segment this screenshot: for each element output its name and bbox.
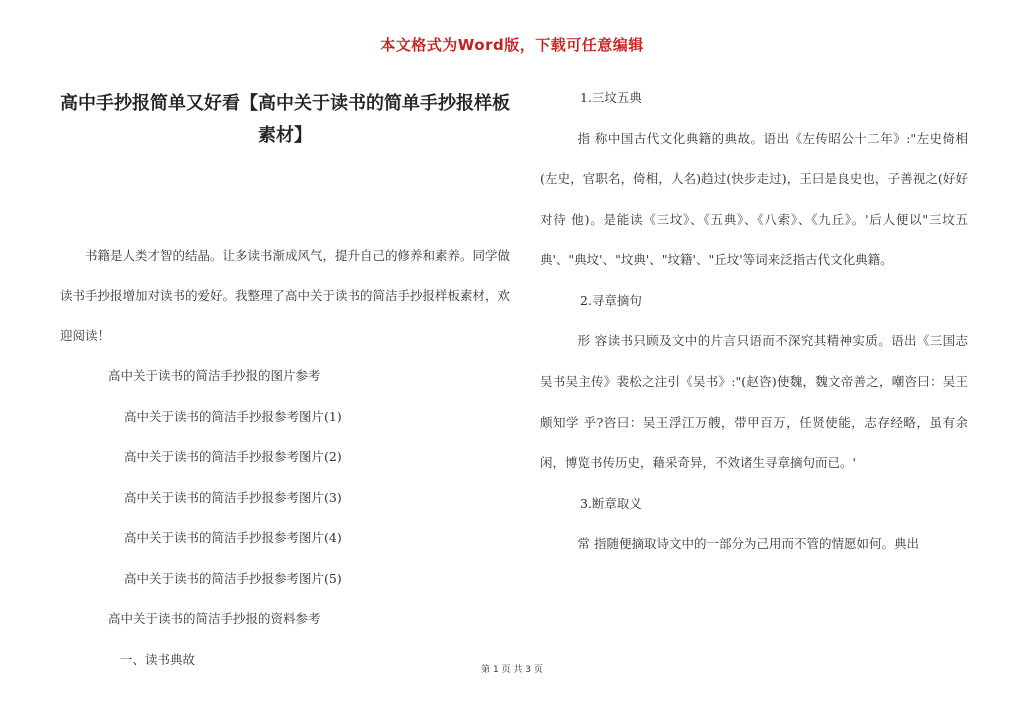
allusion-heading-2: 2.寻章摘句: [580, 292, 642, 308]
section-heading-reading-allusions: 一、读书典故: [120, 651, 196, 667]
left-column: [60, 88, 510, 680]
word-format-banner: 本文格式为Word版，下载可任意编辑: [380, 36, 644, 54]
document-title: 高中手抄报简单又好看【高中关于读书的简单手抄报样板素材】: [60, 93, 510, 146]
allusion-heading-1: 1.三坟五典: [580, 90, 642, 105]
picture-reference-item: 高中关于读书的简洁手抄报参考图片(3): [124, 489, 342, 505]
picture-reference-item: 高中关于读书的简洁手抄报参考图片(1): [124, 408, 342, 424]
intro-paragraph: 书籍是人类才智的结晶。让多读书渐成风气，提升自己的修养和素养。同学做读书手抄报增加对读书的爱好。我整理了高中关于读书的简洁手抄报样板素材，欢迎阅读！: [60, 248, 511, 343]
picture-reference-item: 高中关于读书的简洁手抄报参考图片(2): [124, 449, 342, 464]
left-body: [60, 236, 510, 680]
allusion-paragraph-1: 指 称中国古代文化典籍的典故。语出《左传昭公十二年》:"左史倚相(左史，官职名，倚相，人名)趋过(快步走过)，王曰是良史也，子善视之(好好对待 他)。是能读《三坟》、《五典》、《八索》、《九丘》。'后人便以"三坟五典'、"典坟'、"坟典'、"坟籍'、"丘坟'等词来泛指古代文化典籍。: [540, 130, 968, 268]
pictures-heading: 高中关于读书的简洁手抄报的图片参考: [108, 368, 321, 383]
allusion-heading-3: 3.断章取义: [580, 495, 642, 511]
picture-reference-item: 高中关于读书的简洁手抄报参考图片(5): [124, 570, 342, 586]
right-column: [540, 78, 968, 565]
allusion-paragraph-2: 形 容读书只顾及文中的片言只语而不深究其精神实质。语出《三国志吴书吴主传》裴松之注引《吴书》:"(赵咨)使魏，魏文帝善之，嘲咨曰：吴王颇知学 乎?咨曰：吴王浮江万艘，带甲百万，任贤使能，志存经略，虽有余闲，博览书传历史，藉采奇异，不效诸生寻章摘句而已。': [540, 333, 968, 471]
page-number-footer: 第 1 页 共 3 页: [481, 665, 543, 675]
picture-reference-item: 高中关于读书的简洁手抄报参考图片(4): [124, 530, 342, 545]
materials-heading: 高中关于读书的简洁手抄报的资料参考: [108, 611, 321, 626]
allusion-paragraph-3: 常 指随便摘取诗文中的一部分为己用而不管的情愿如何。典出: [577, 536, 919, 552]
